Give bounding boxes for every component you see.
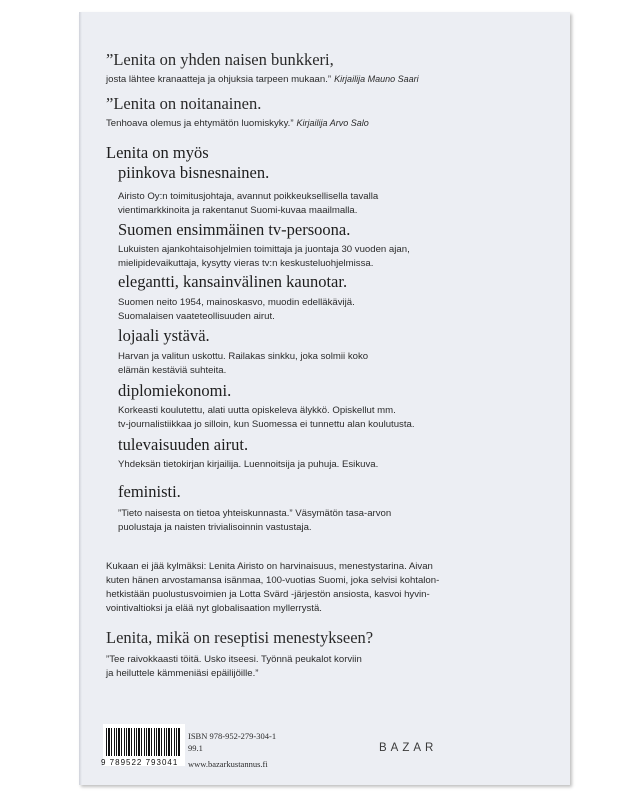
section-line: elämän kestäviä suhteita. [118, 365, 227, 376]
section-title-lojaali: lojaali ystävä. [118, 326, 210, 345]
section-line: mielipidevaikuttaja, kysytty vieras tv:n keskusteluohjelmissa. [118, 258, 374, 269]
quote-2-text [106, 116, 369, 131]
quote-2-body: Tenhoava olemus ja ehtymätön luomiskyky.” [106, 118, 294, 129]
section-title-bisnes: piinkova bisnesnainen. [118, 163, 270, 182]
spine-edge [79, 12, 82, 785]
barcode [106, 728, 180, 756]
section-line: Lukuisten ajankohtaisohjelmien toimittaja ja juontaja 30 vuoden ajan, [118, 244, 410, 255]
paragraph-line: Kukaan ei jää kylmäksi: Lenita Airisto on harvinaisuus, menestystarina. Aivan [106, 561, 433, 572]
quote-2-author: Kirjailija Arvo Salo [296, 118, 369, 128]
class-code: 99.1 [188, 743, 203, 753]
paragraph-line: vointivaltioksi ja elää nyt globalisaation myllerrystä. [106, 603, 322, 614]
barcode-digits: 9 789522 793041 [101, 758, 179, 767]
website: www.bazarkustannus.fi [188, 759, 268, 769]
quote-1-text [106, 72, 419, 87]
question-heading: Lenita, mikä on reseptisi menestykseen? [106, 628, 374, 647]
section-title-elegantti: elegantti, kansainvälinen kaunotar. [118, 272, 348, 291]
quote-1-headline: ”Lenita on yhden naisen bunkkeri, [106, 50, 334, 69]
answer-line: ja heiluttele kämmeniäsi epäilijöille.” [106, 668, 259, 679]
answer-line: ”Tee raivokkaasti töitä. Usko itseesi. Työnnä peukalot korviin [106, 654, 362, 665]
section-line: tv-journalistiikkaa jo silloin, kun Suomessa ei tunnettu alan koulutusta. [118, 419, 415, 430]
section-line: ”Tieto naisesta on tietoa yhteiskunnasta.” Väsymätön tasa-arvon [118, 508, 392, 519]
paragraph-line: kuten hänen arvostamansa isänmaa, 100-vuotias Suomi, joka selvisi kohtalon- [106, 575, 440, 586]
section-line: Korkeasti koulutettu, alati uutta opiskeleva älykkö. Opiskellut mm. [118, 405, 396, 416]
quote-2-headline: ”Lenita on noitanainen. [106, 94, 262, 113]
section-line: vientimarkkinoita ja rakentanut Suomi-kuvaa maailmalla. [118, 205, 358, 216]
section-line: Harvan ja valitun uskottu. Railakas sinkku, joka solmii koko [118, 351, 369, 362]
section-title-diplomi: diplomiekonomi. [118, 381, 232, 400]
quote-1-author: Kirjailija Mauno Saari [334, 74, 419, 84]
intro-heading: Lenita on myös [106, 143, 209, 162]
section-line: Yhdeksän tietokirjan kirjailija. Luennoitsija ja puhuja. Esikuva. [118, 459, 379, 470]
section-title-tv: Suomen ensimmäinen tv-persoona. [118, 220, 351, 239]
section-title-feministi: feministi. [118, 482, 181, 501]
paragraph-line: hetkistään puolustusvoimien ja Lotta Svärd -järjestön ansiosta, kasvoi hyvin- [106, 589, 430, 600]
publisher-logo: BAZAR [379, 742, 438, 754]
section-line: puolustaja ja naisten trivialisoinnin vastustaja. [118, 522, 312, 533]
section-line: Suomen neito 1954, mainoskasvo, muodin edelläkävijä. [118, 297, 355, 308]
section-title-tulevaisuus: tulevaisuuden airut. [118, 435, 249, 454]
quote-1-body: josta lähtee kranaatteja ja ohjuksia tarpeen mukaan.” [106, 74, 332, 85]
section-line: Airisto Oy:n toimitusjohtaja, avannut poikkeuksellisella tavalla [118, 191, 379, 202]
section-line: Suomalaisen vaateteollisuuden airut. [118, 311, 275, 322]
isbn: ISBN 978-952-279-304-1 [188, 731, 277, 741]
